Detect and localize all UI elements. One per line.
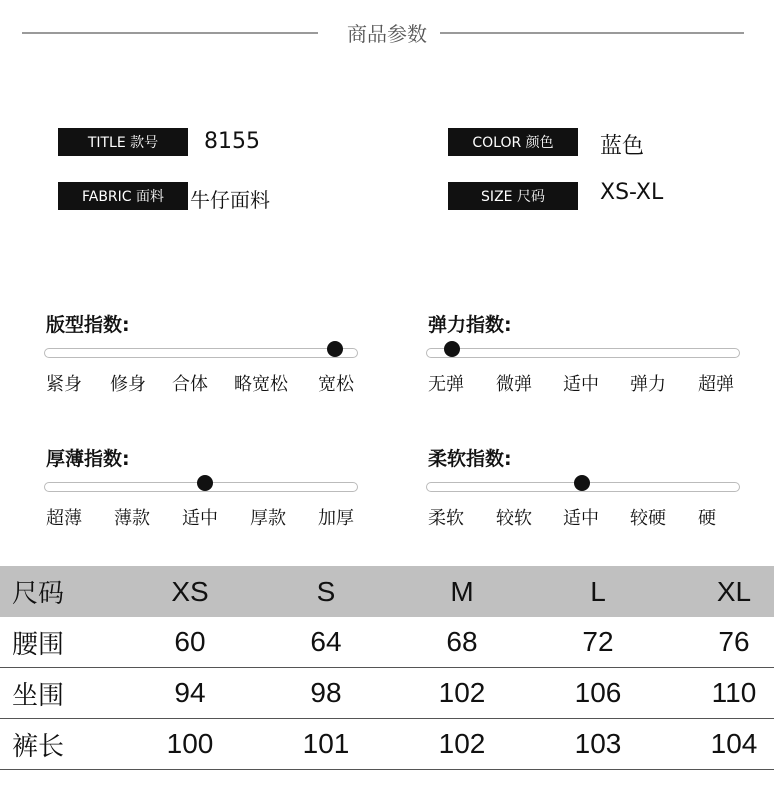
table-cell: 68 [446,626,478,657]
table-header-cell: 尺码 [12,579,65,609]
table-header-cell: S [316,575,336,607]
table-cell: 100 [166,728,214,759]
table-header-row [0,566,774,617]
section-title: 商品参数 [0,18,774,47]
table-cell: 104 [710,728,758,759]
table-cell: 64 [310,626,342,657]
size-tag: SIZE 尺码 [448,182,578,210]
fit-option-5: 宽松 [318,374,354,395]
fit-index-marker [327,341,343,357]
softness-option-1: 柔软 [428,508,464,529]
table-cell: 60 [174,626,206,657]
softness-option-3: 适中 [563,508,599,529]
elastic-option-3: 适中 [563,374,599,395]
fit-option-2: 修身 [110,374,146,395]
elastic-option-5: 超弹 [698,374,734,395]
thickness-option-4: 厚款 [250,508,286,529]
table-header-cell: L [590,575,606,607]
table-cell: 102 [438,677,486,708]
fabric-value: 牛仔面料 [190,188,270,212]
title-value: 8155 [204,129,260,154]
thickness-option-2: 薄款 [114,508,150,529]
elastic-option-2: 微弹 [496,374,532,395]
table-cell: 裤长 [12,731,65,762]
thickness-option-5: 加厚 [318,508,354,529]
thickness-index-marker [197,475,213,491]
size-value: XS-XL [600,180,664,205]
elastic-index-track [426,348,740,358]
table-header-cell: XS [171,575,209,607]
fabric-tag: FABRIC 面料 [58,182,188,210]
fit-option-4: 略宽松 [234,374,288,395]
table-row [0,719,774,770]
table-cell: 76 [718,626,750,657]
elastic-option-4: 弹力 [630,374,666,395]
fit-index-track [44,348,358,358]
table-cell: 98 [310,677,342,708]
thickness-option-3: 适中 [182,508,218,529]
table-cell: 110 [711,677,757,708]
color-value: 蓝色 [600,134,645,159]
table-cell: 坐围 [12,680,65,711]
thickness-option-1: 超薄 [46,508,82,529]
table-header-cell: XL [716,575,752,607]
fit-index-title: 版型指数: [46,314,130,336]
color-tag: COLOR 颜色 [448,128,578,156]
softness-index-title: 柔软指数: [428,448,512,470]
elastic-option-1: 无弹 [428,374,464,395]
table-cell: 103 [574,728,622,759]
table-cell: 102 [438,728,486,759]
fit-option-3: 合体 [172,374,208,395]
thickness-index-title: 厚薄指数: [46,448,130,470]
softness-index-marker [574,475,590,491]
table-header-cell: M [450,575,474,607]
table-cell: 106 [574,677,622,708]
softness-option-4: 较硬 [630,508,666,529]
table-row [0,617,774,668]
title-tag: TITLE 款号 [58,128,188,156]
fit-option-1: 紧身 [46,374,82,395]
table-cell: 101 [302,728,350,759]
table-row [0,668,774,719]
elastic-index-title: 弹力指数: [428,314,512,336]
table-cell: 94 [174,677,206,708]
softness-option-2: 较软 [496,508,532,529]
size-table [0,566,774,770]
elastic-index-marker [444,341,460,357]
softness-option-5: 硬 [698,508,716,529]
table-cell: 腰围 [12,629,65,660]
table-cell: 72 [582,626,614,657]
